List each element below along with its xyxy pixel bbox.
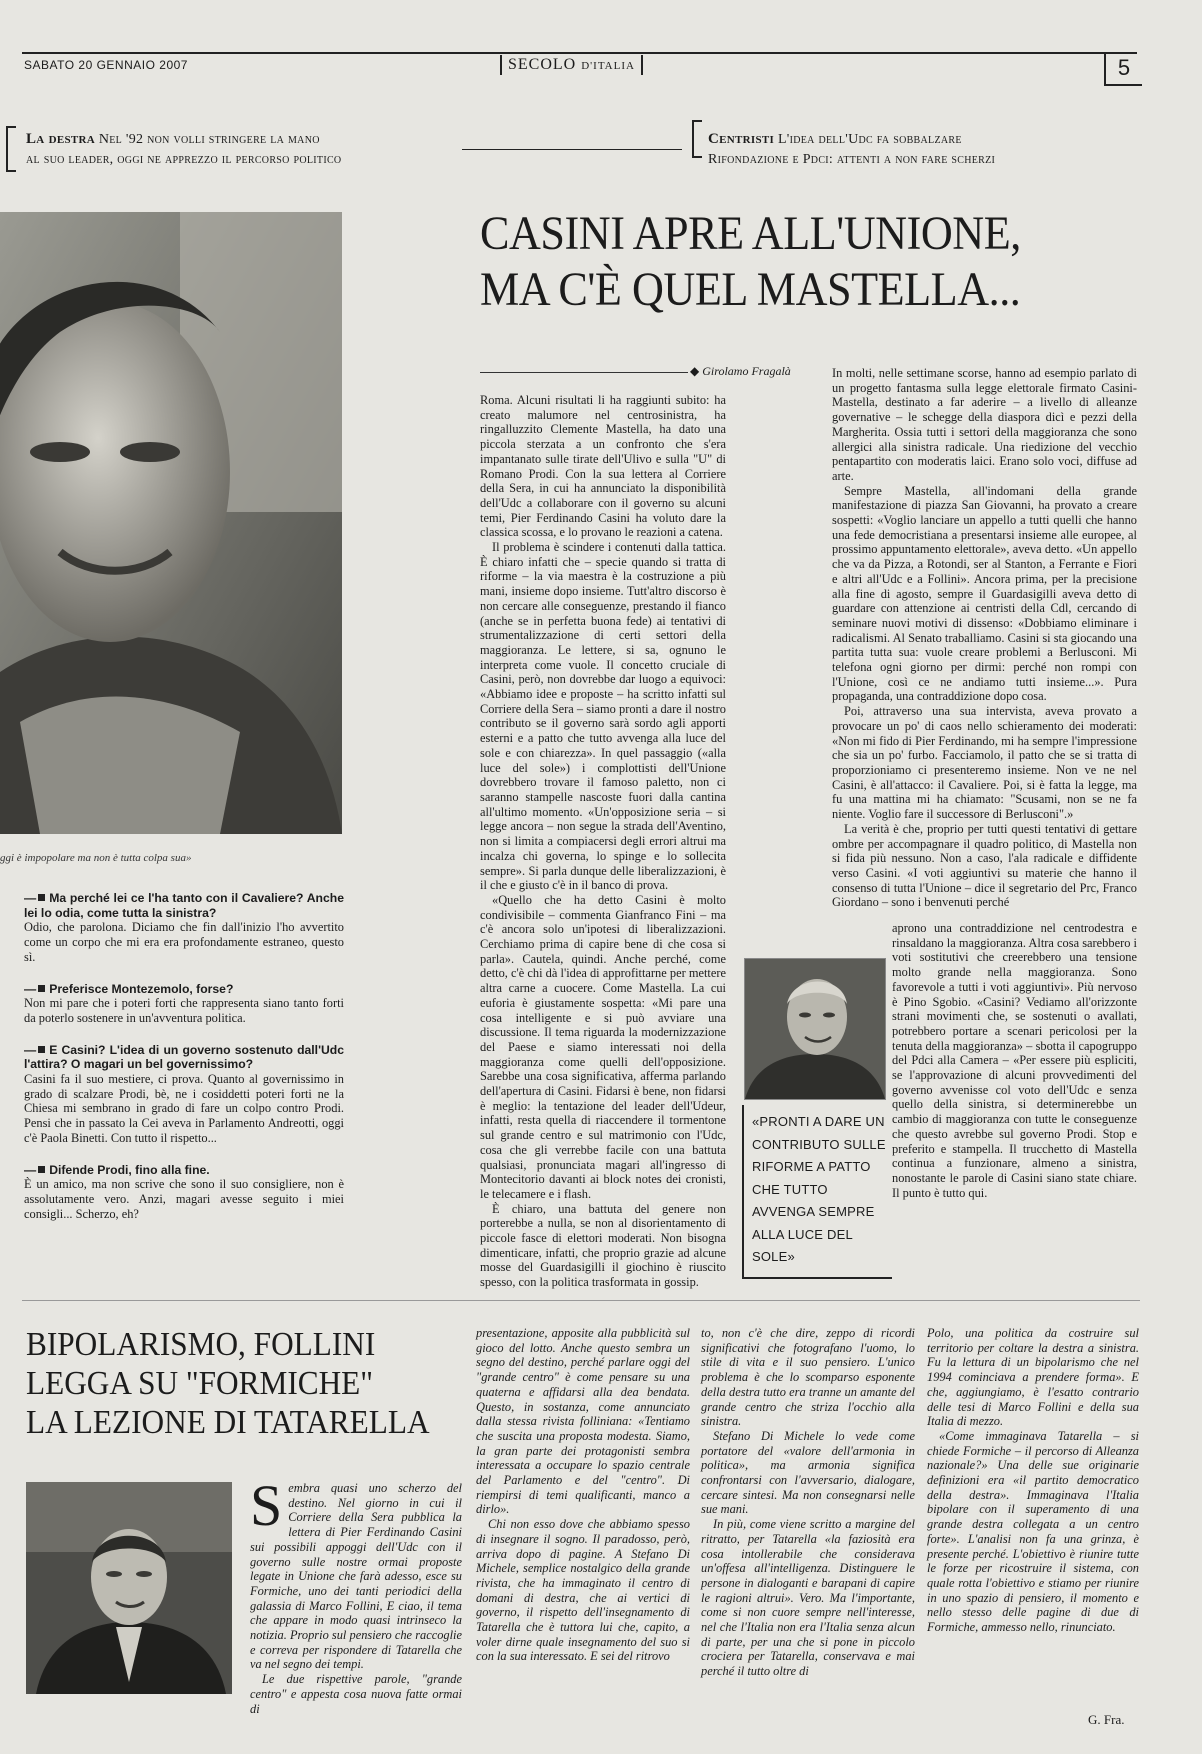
portrait-photo [0,212,342,834]
kicker-left [26,129,486,170]
bottom-column-4 [927,1326,1139,1706]
square-bullet-icon [38,1046,45,1053]
article-paragraph: Roma. Alcuni risultati li ha raggiunti subito: ha creato malumore nel centrosinistra, ha ringalluzzito Clemente Mastella, ha dato una piccola sterzata a un confronto che s'era impantanato sulle tirate dell'Ulivo e sulla "U" di Romano Prodi. Con la sua lettera al Corriere della Sera, in cui ha annunciato la disponibilità dell'Udc a collaborare con il governo su alcuni temi, Pier Ferdinando Casini ha voluto dare la classica scossa, e lo provano le reazioni a catena. [480,393,726,540]
bottom-paragraph: Chi non esso dove che abbiamo spesso di insegnare il sogno. Il paradosso, però, arriva dopo di pagine. A Stefano Di Michele, semplice nostalgico della grande rivista, che ha immaginato il centro di domani di destra, che ai vertici di governo, il rispetto dell'insegnamento di Tatarella che è tuttora lui che, capito, a voler dirne quale insegnamento del suo si con la sua interessato. E sei del ritrovo [476,1517,690,1664]
article-column-2 [832,366,1137,921]
article-paragraph: «Quello che ha detto Casini è molto condivisibile – commenta Gianfranco Fini – ma c'è ancora solo un'ipotesi di liberalizzazioni. Cerchiamo prima di capire bene di che cosa si parla». Cautela, quindi. Anche perché, come detto, c'è chi dà l'idea di approfittarne per mettere altra carne a cuocere. Come Mastella. La cui euforia è giustamente sospetta: «Mi pare una cosa intelligente e si può avviare una discussione. Il tema riguarda la modernizzazione del Paese e siamo interessati noi della maggioranza come quelli dell'opposizione. Sarebbe una cosa significativa, afferma parlando dell'apertura di Casini. Fidarsi è bene, non fidarsi è meglio: la tentazione del leader dell'Udeur, infatti, resta quella di riaccendere il tormentone sul grande centro e sul matrimonio con l'Udc, cosa che gli verrebbe facile con una battuta qualsiasi, pronunciata magari all'ingresso di Montecitorio davanti ai block notes dei cronisti, le telecamere e i flash. [480,892,726,1201]
bottom-paragraph [250,1473,462,1672]
kicker-right-label: Centristi [708,131,775,147]
qa-question-text: E Casini? L'idea di un governo sostenuto dall'Udc l'attira? O magari un bel governissimo? [24,1042,344,1072]
masthead-name [500,55,643,75]
kicker-right [708,129,1168,170]
headline-line2: MA C'È QUEL MASTELLA... [480,263,1021,316]
dropcap: S [250,1473,283,1538]
masthead-name-main: SECOLO [508,56,577,73]
photo-caption: ggi è impopolare ma non è tutta colpa sua» [0,852,192,864]
bottom-paragraph: to, non c'è che dire, zeppo di ricordi significativi che fotografano l'uomo, lo stile di vita e il suo pensiero. L'unico problema è che lo scomparso esponente della destra tutto era tranne un amante del grande centro che striza l'occhio alla sinistra. [701,1326,915,1429]
article-column-3 [892,921,1137,1261]
article-paragraph: Poi, attraverso una sua intervista, aveva provato a provocare un po' di caos nello schieramento dei moderati: «Non mi fido di Pier Ferdinando, mi ha sempre l'impressione che sia un po' furbo. Facciamolo, il patto che se si tratta di proporzioniamo ci presenteremo insieme. Non ve ne nel Casini, è all'attacco: il Cavaliere. Poi, si è fatta la legge, ma fu una mattina mi ha chiamato: "Scusami, non se ne fa niente. Voglio fare il successore di Berlusconi".» [832,704,1137,822]
qa-question-text: Ma perché lei ce l'ha tanto con il Cavaliere? Anche lei lo odia, come tutta la sinistra? [24,891,344,920]
bottom-column-2 [476,1326,690,1726]
article-paragraph: La verità è che, proprio per tutti questi tentativi di gettare ombre per accompagnare il quadro politico, di Mastella non si fida più nessuno. Non a caso, l'ala radicale e diffidente verso Casini. «I voti aggiuntivi su materie che hanno il consenso di tutta l'Unione – dice il segretario del Prc, Franco Giordano – sono i benvenuti perché [832,821,1137,910]
kicker-left-line2: al suo leader, oggi ne apprezzo il percorso politico [26,152,342,167]
square-bullet-icon [38,985,45,992]
headline-line1: CASINI APRE ALL'UNIONE, [480,207,1021,260]
kicker-left-label: La destra [26,131,96,147]
portrait-illustration [0,212,342,834]
article-paragraph: Sempre Mastella, all'indomani della grande manifestazione di piazza San Giovanni, ha provato a creare sospetti: «Voglio lanciare un appello a tutti quelli che hanno una fede democristiana a presentarsi insieme alle europee, al prossimo appuntamento elettorale», aveva detto. «Un appello che va da Pizza, a Rotondi, ser al Stanton, a Ferrante e Fiori e altri all'Udc e a Follini». Ancora prima, per la precisione alla fine di agosto, sempre il Guardasigilli aveva detto di guardare con attenzione ai centristi della Cdl, cercando di seminare nuovi motivi di dissenso: «Dobbiamo eliminare i radicalismi. Al Senato traballiamo. Casini si sta giocando una partita tutta sua: vuole creare problemi a Berlusconi. Mi telefona ogni giorno per dirmi: perché non rompi con l'Unione, così ce ne andiamo tutti insieme...». Pura propaganda, una contraddizione dopo cosa. [832,483,1137,704]
bottom-paragraph: In più, come viene scritto a margine del ritratto, per Tatarella «la faziosità era cosa intollerabile che considerava un'offesa all'intelligenza. Distinguere le persone in dialoganti e barapani di capire le ragioni altrui». Vero. Ma l'importante, come si non cuore sempre nell'interesse, nel che l'Italia non era l'Italia senza alcun di parte, per una che si pone in piccolo crociera per Tatarella, conservava e mai perché il tutto oltre di [701,1517,915,1679]
bottom-headline-line3: LA LEZIONE DI TATARELLA [26,1404,430,1441]
bottom-paragraph: Stefano Di Michele lo vede come portatore del «valore dell'armonia in politica», ma armonia significa confrontarsi con l'avversario, dialogare, cercare sintesi. Ma non consegnarsi nelle sue mani. [701,1428,915,1517]
inset-portrait-illustration [745,959,885,1099]
bottom-portrait-illustration [26,1482,232,1694]
pull-quote: «PRONTI A DARE UN CONTRIBUTO SULLE RIFORME A PATTO CHE TUTTO AVVENGA SEMPRE ALLA LUCE DEL SOLE» [742,1105,892,1279]
masthead-rule [22,52,1137,54]
kicker-bracket-right [692,120,702,158]
byline-author: Girolamo Fragalà [702,364,791,378]
kicker-divider [462,149,682,150]
article-paragraph: In molti, nelle settimane scorse, hanno ad esempio parlato di un progetto fantasma sulla legge elettorale firmato Casini-Mastella, destinato a far aderire – a livello di alleanze governative – le schegge della diaspora dicì e pezzi della Margherita. Ossia tutti i settori della maggioranza che sono allergici alla sinistra radicale. Una riedizione del vecchio pentapartito con moderatis laici. Erano solo voci, diffuse ad arte. [832,366,1137,483]
page-number: 5 [1104,52,1142,86]
kicker-right-line2: Rifondazione e Pdci: attenti a non fare scherzi [708,152,996,167]
bottom-paragraph: Le due rispettive parole, "grande centro" e appesta cosa nuova fatte ormai di [250,1672,462,1716]
qa-answer: Non mi pare che i poteri forti che rappresenta siano tanto forti da poterlo sostenere in un'avventura politica. [24,996,344,1025]
bottom-paragraph: Polo, una politica da costruire sul territorio per coltare la destra a sinistra. Fu la lettura di un bipolarismo che nel 1994 cominciava a prendere forma». E che, aggiungiamo, è l'esatto contrario delle tesi di Marco Follini e della sua Italia di mezzo. [927,1326,1139,1429]
inset-portrait-photo [744,958,886,1100]
qa-answer: Odio, che parolona. Diciamo che fin dall'inizio l'ho avvertito come un corpo che mi era era profondamente estraneo, questo sì. [24,920,344,964]
square-bullet-icon [38,894,45,901]
bottom-column-3 [701,1326,915,1726]
bottom-headline-line1: BIPOLARISMO, FOLLINI [26,1326,376,1363]
follini-photo [26,1482,232,1694]
bottom-headline [26,1325,440,1442]
qa-answer: È un amico, ma non scrive che sono il suo consigliere, non è assolutamente vero. Anzi, magari avesse seguito i miei consigli... Scherzo, eh? [24,1177,344,1221]
byline: ◆ Girolamo Fragalà [690,364,791,378]
article-paragraph: aprono una contraddizione nel centrodestra e rinsaldano la maggioranza. Altra cosa sarebbero i voti sostitutivi che creerebbero una tensione molto grande nella maggioranza. Sono favorevole a tutti i voti aggiuntivi». Più nervoso è Pino Sgobio. «Casini? Vediamo all'orizzonte strani movimenti che, se sostenuti o avallati, potrebbero portare a scenari pericolosi per la tenuta della maggioranza» – sbotta il capogruppo del Pdci alla Camera – «Per essere più espliciti, se l'approvazione di alcuni provvedimenti del governo avvenisse col voto dell'Udc e senza quello della sinistra, si determinerebbe un cambio di maggioranza con tutte le conseguenze che questo avrebbe sul governo Prodi. Stop e preferito e stampella. Il trucchetto di Mastella continua a funzionare, almeno a sinistra, nonostante le parole di Casini siano state chiare. Il punto è tutto qui. [892,921,1137,1200]
byline-rule [480,372,688,373]
qa-question-text: Preferisce Montezemolo, forse? [49,981,234,996]
author-signature: G. Fra. [1088,1712,1125,1727]
bottom-headline-line2: LEGGA SU "FORMICHE" [26,1365,374,1402]
kicker-bracket-left [6,126,16,172]
masthead-name-small: D'ITALIA [581,60,635,72]
article-paragraph: È chiaro, una battuta del genere non porterebbe a nulla, se non al disorientamento di piccole fasce di elettori moderati. Non bisogna dimenticare, infatti, che proprio grazie ad alcune mosse del Guardasigilli il giochino è riuscito spesso, con la politica trasformata in gossip. [480,1201,726,1290]
bottom-paragraph-text: embra quasi uno scherzo del destino. Nel giorno in cui il Corriere della Sera pubblica la lettera di Pier Ferdinando Casini sui possibili appoggi dell'Udc con il governo sulle nostre ormai proposte legate in Unione che farà adesso, esce su Formiche, uno dei tanti periodici della galassia di Marco Follini, E ciao, il tema che appare in modo quasi intrinseco la notizia. Proprio sul pensiero che raccoglie e correva per rispondere di Tatarella che va nel segno dei tempi. [250,1481,462,1672]
square-bullet-icon [38,1166,45,1173]
section-divider [22,1300,1140,1301]
bottom-paragraph: presentazione, apposite alla pubblicità sul gioco del lotto. Anche questo sembra un segno del destino, perché parlare oggi del "grande centro" è come pensare su una quaterna e affidarsi alla dea bendata. Questo, in sostanza, come annunciato dalla stessa rivista folliniana: «Tentiamo che suscita una proposta modesta. Siamo, la gran parte dei protagonisti sembra interessata a occupare lo spazio centrale del Parlamento e del "centro". Di riempirsi di temi qualificanti, manco a dirlo». [476,1326,690,1517]
qa-question: — Difende Prodi, fino alla fine. [24,1162,210,1177]
kicker-left-line1: Nel '92 non volli stringere la mano [98,132,320,147]
article-column-1 [480,393,726,1290]
bottom-column-1 [250,1473,462,1716]
article-paragraph: Il problema è scindere i contenuti dalla tattica. È chiaro infatti che – specie quando si tratta di riforme – la via maestra è la costruzione a più mani, insieme dopo insieme. Tutt'altro discorso è non cercare alle conseguenze, prestando il fianco (anche se in perfetta buona fede) ai tentativi di strumentalizzazione di certi settori della maggioranza. Le lettere, si sa, ognuno le interpreta come vuole. Il concetto cruciale di Casini, però, non dovrebbe dar luogo a equivoci: «Abbiamo idee e proposte – ha scritto infatti sul Corriere della Sera – siamo pronti a dare il nostro contributo se il governo sarà sordo agli apporti esterni e a patto che tutto avvenga alla luce del sole e con chiarezza». In quel passaggio («alla luce del sole») i complottisti dell'Unione dovrebbero trovare il famoso paletto, non ci saranno stampelle nascoste fuori dalla cantina all'ultimo momento. «Un'opposizione seria – si legge ancora – non segue la strada dell'Aventino, non si limita a compiacersi degli errori altrui ma incalza chi governa, lo spinge e lo sollecita sempre». Si parla dunque delle liberalizzazioni, è il che e giusto c'è in il banco di prova. [480,540,726,893]
main-headline [480,206,1124,318]
kicker-right-line1: L'idea dell'Udc fa sobbalzare [777,132,962,147]
masthead-date: SABATO 20 GENNAIO 2007 [24,58,188,72]
qa-question: — Ma perché lei ce l'ha tanto con il Cavaliere? Anche lei lo odia, come tutta la sinistra? [24,891,344,920]
qa-sidebar [24,891,344,1238]
qa-question: — Preferisce Montezemolo, forse? [24,981,234,996]
bottom-paragraph: «Come immaginava Tatarella – si chiede Formiche – il percorso di Alleanza nazionale?» Una delle sue originarie definizioni era «il partito democratico della destra». Immaginava l'Italia bipolare con il superamento di una grande destra collegata a un centro forte». L'analisi non fa una grinza, è presente perché. L'obiettivo è riunire tutte le forze per ricostruire il sistema, con quale rotta l'obiettivo e stiamo per riunire in uno spazio di pensiero, il momento e nello stesso delle pagine di due di Formiche, ammesso nello, rinunciato. [927,1428,1139,1635]
qa-question: — E Casini? L'idea di un governo sostenuto dall'Udc l'attira? O magari un bel governissimo? [24,1042,344,1072]
qa-answer: Casini fa il suo mestiere, ci prova. Quanto al governissimo in grado di scalzare Prodi, bè, ne i cosiddetti poteri forti ne la Chiesa mi sembrano in grado di fare un colpo contro Prodi. Pensi che in passato la Cei aveva in Parlamento Andreotti, oggi c'è Paola Binetti. Con tutto il rispetto... [24,1072,344,1145]
qa-question-text: Difende Prodi, fino alla fine. [49,1162,210,1177]
